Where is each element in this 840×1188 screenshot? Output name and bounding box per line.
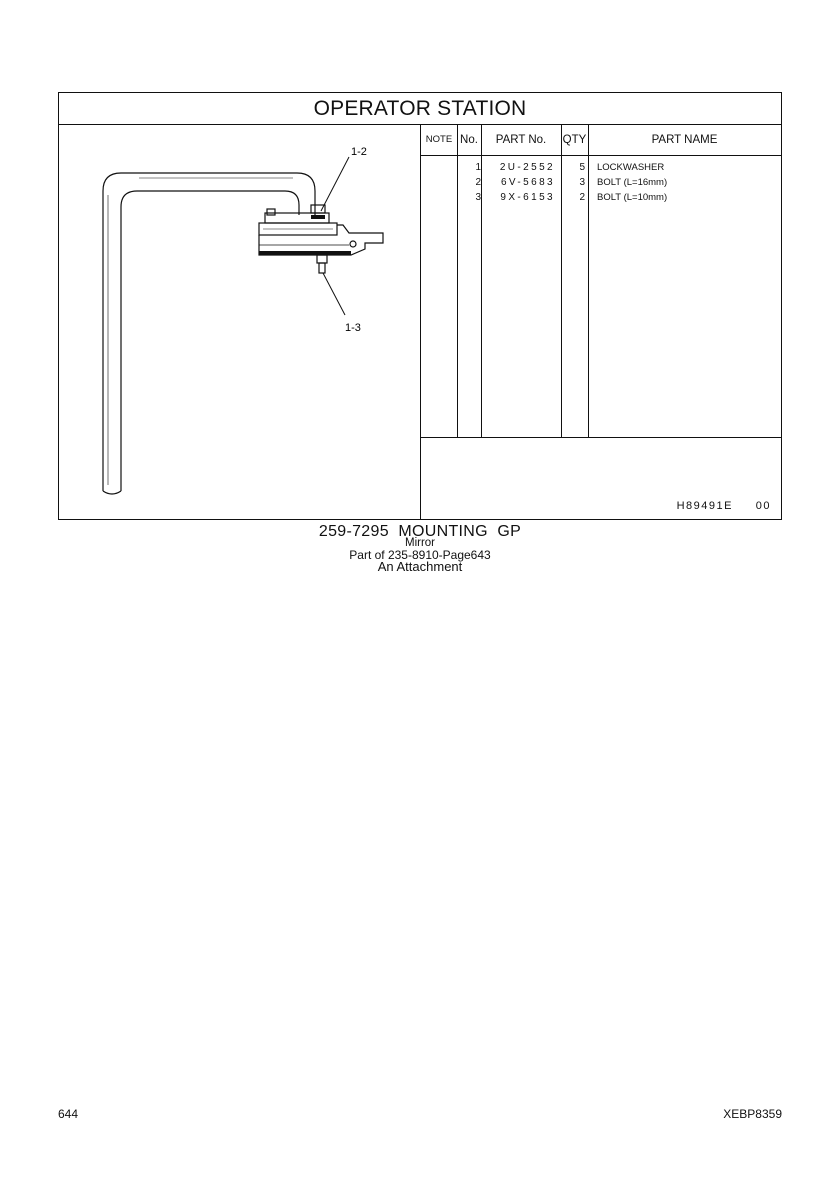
- illustration-code: H89491E 00: [676, 500, 771, 512]
- table-row: [421, 175, 781, 190]
- quantity: 3: [579, 177, 585, 188]
- parent-reference: Part of 235-8910-Page643: [349, 548, 491, 562]
- mirror-mount-drawing: [59, 125, 421, 519]
- callout-upper: 1-2: [351, 146, 367, 158]
- part-name: BOLT (L=16mm): [597, 177, 668, 188]
- table-row: [421, 190, 781, 205]
- column-header-qty: QTY: [562, 134, 587, 146]
- parts-table: [421, 125, 781, 519]
- footer-divider: [421, 437, 781, 438]
- row-number: 1: [475, 162, 481, 173]
- part-number: 6V-5683: [500, 177, 555, 188]
- column-header-part-name: PART NAME: [651, 134, 718, 146]
- column-header-part-no: PART No.: [495, 134, 547, 146]
- column-header-no: No.: [460, 134, 478, 146]
- row-number: 2: [475, 177, 481, 188]
- part-number: 2U-2552: [499, 162, 555, 173]
- part-name: LOCKWASHER: [597, 162, 665, 173]
- part-number: 9X-6153: [500, 192, 555, 203]
- part-name: BOLT (L=10mm): [597, 192, 668, 203]
- group-title: 259-7295 MOUNTING GP: [318, 523, 522, 540]
- row-number: 3: [475, 192, 481, 203]
- quantity: 5: [579, 162, 585, 173]
- parts-illustration: [59, 125, 421, 519]
- document-code: XEBP8359: [723, 1107, 782, 1121]
- page-title: OPERATOR STATION: [59, 93, 781, 125]
- quantity: 2: [579, 192, 585, 203]
- group-subtitle: Mirror: [404, 537, 436, 549]
- header-divider: [421, 155, 781, 156]
- column-header-note: NOTE: [425, 134, 453, 145]
- page-number: 644: [58, 1107, 79, 1121]
- callout-lower: 1-3: [345, 322, 361, 334]
- table-row: [421, 160, 781, 175]
- attachment-label: An Attachment: [377, 559, 463, 574]
- parts-frame: [58, 92, 782, 520]
